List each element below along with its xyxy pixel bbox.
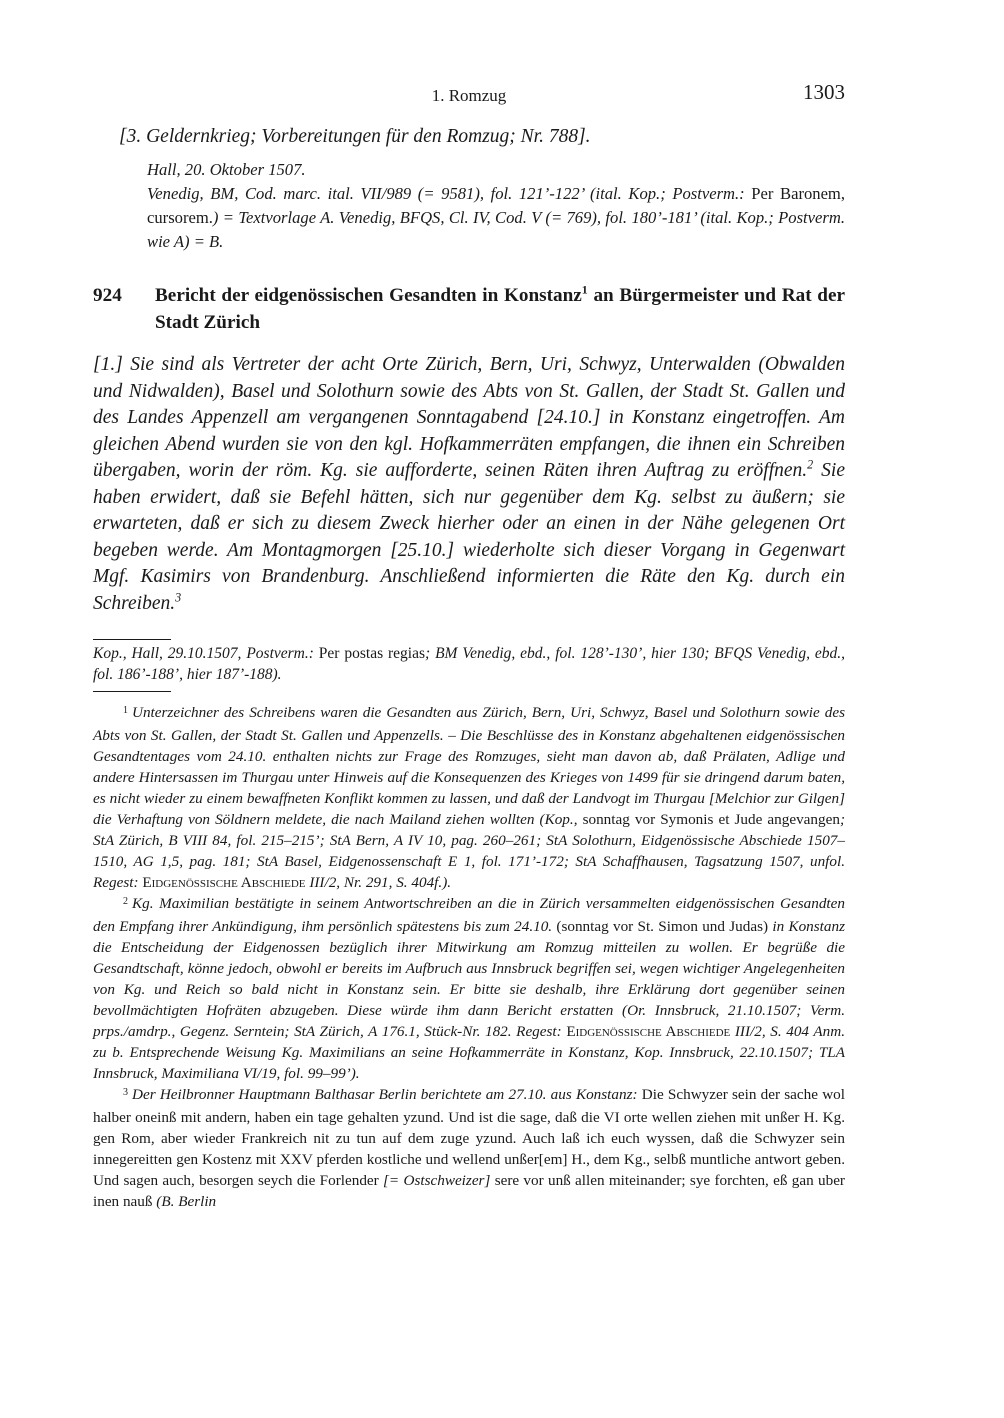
previous-entry — [93, 124, 845, 254]
footnote-text: in Konstanz die Entscheidung der Eidgenossen bezüglich ihrer Mitwirkung am Romzug mitteilen zu wollen. Er begrüße die Gesandtschaft, könne jedoch, obwohl er bereits im Aufbruch aus Innsbruck begriffen sei, wegen wichtiger Angelegenheiten von Kg. und Reich so bald nicht in Konstanz sein. Er bitte sie deshalb, ihre Erklärung dort gegenüber seinen bevollmächtigten Hofräten abzugeben. Diese würde ihm dann Bericht erstatten (Or. Innsbruck, 21.10.1507; Verm. prps./amdrp., Gegenz. Serntein; StA Zürich, A 176.1, Stück-Nr. 182. Regest: — [93, 918, 845, 1040]
footnote-quote: sere vor unß allen miteinander; sye forchten, eß gan uber inen nauß — [93, 1172, 845, 1210]
document-page — [93, 80, 845, 1212]
divider — [93, 639, 171, 640]
footnote-number: 2 — [123, 896, 128, 907]
document-heading — [93, 282, 845, 336]
source-reference — [147, 182, 845, 254]
body-text-2: Sie haben erwidert, daß sie Befehl hätten, sich nur gegenüber dem Kg. selbst zu äußern; sie erwarteten, daß er sich zu diesem Zweck hierher oder an einen in der Nähe gelegenen Ort begeben werde. Am Montagmorgen [25.10.] wiederholte sich dieser Vorgang in Gegenwart Mgf. Kasimirs von Brandenburg. Anschließend informierten die Räte den Kg. durch ein Schreiben. — [93, 460, 845, 614]
footnote-quote: Die Schwyzer sein der sache wol halber oneinß mit andern, haben ein tage gehalten yzund. Und ist die sage, daß die VI orte wellen ziehen mit unßer H. Kg. gen Rom, aber wieder Frankreich nit zu tun auf dem zuge yzund. Auch laß ich euch wyssen, daß die Schwyzer sein innegereitten gen Kostenz mit XXV pferden kostliche und wellend unßer[em] H., dem Kg., selbß muntliche antwort geben. Und sagen auch, besorgen seych die Forlender — [93, 1086, 845, 1189]
footnote-ref-1: 1 — [581, 282, 588, 297]
source-note — [93, 643, 845, 685]
footnote-text: III/2, S. 404 Anm. zu b. Entsprechende Weisung Kg. Maximilians an seine Hofkammerräte in Konstanz, Kop. Innsbruck, 22.10.1507; TLA Innsbruck, Maximiliana VI/19, fol. 99–99’). — [93, 1023, 845, 1082]
footnote-number: 3 — [123, 1087, 128, 1098]
document-title-text-2: an Bürgermeister und Rat der Stadt Zürich — [155, 285, 845, 333]
footnote-text: III/2, Nr. 291, S. 404f.). — [305, 874, 452, 891]
document-title-text: Bericht der eidgenössischen Gesandten in Konstanz — [155, 285, 582, 306]
footnote-smallcaps: Eidgenössische Abschiede — [142, 874, 306, 891]
page-header — [93, 80, 845, 110]
body-text-1: [1.] Sie sind als Vertreter der acht Orte Zürich, Bern, Uri, Schwyz, Unterwalden (Obwalden und Nidwalden), Basel und Solothurn sowie des Abts von St. Gallen, der Stadt St. Gallen und des Landes Appenzell am vergangenen Sonntagabend [24.10.] in Konstanz eingetroffen. Am gleichen Abend wurden sie von den kgl. Hofkammerräten empfangen, die ihnen ein Schreiben übergaben, worin der röm. Kg. sie aufforderte, seinen Räten ihren Auftrag zu eröffnen. — [93, 354, 845, 481]
date-place: Hall, 20. Oktober 1507. — [147, 160, 306, 179]
source-b: ) = Textvorlage A. Venedig, BFQS, Cl. IV, Cod. V (= 769), fol. 180’-181’ (ital. Kop.; Postverm. wie A) = B. — [147, 208, 845, 251]
footnote-2 — [93, 893, 845, 1084]
footnotes — [93, 702, 845, 1212]
footnote-smallcaps: Eidgenössische Abschiede — [566, 1023, 731, 1040]
footnote-3 — [93, 1084, 845, 1212]
source-note-3: ; BM Venedig, ebd., fol. 128’-130’, hier 130; BFQS Venedig, ebd., fol. 186’-188’, hier 187’-188). — [93, 645, 845, 683]
source-note-2: Per postas regias — [313, 645, 426, 662]
running-title: 1. Romzug — [431, 86, 507, 105]
page-number: 1303 — [803, 80, 845, 104]
footnote-text: [= Ostschweizer] — [383, 1172, 491, 1189]
divider — [93, 691, 171, 692]
footnote-text: Kg. Maximilian bestätigte in seinem Antwortschreiben an die in Zürich versammelten eidgenössischen Gesandten den Empfang ihrer Ankündigung, ihm persönlich spätestens bis zum 24.10. — [93, 895, 845, 935]
footnote-text: Unterzeichner des Schreibens waren die Gesandten aus Zürich, Bern, Uri, Schwyz, Basel und Solothurn sowie des Abts von St. Gallen, der Stadt St. Gallen und Appenzells. – Die Beschlüsse des in Konstanz abgehaltenen eidgenössischen Gesandtentages vom 24.10. enthalten nichts zur Frage des Romzuges, sieht man davon ab, daß Prälaten, Adlige und andere Hintersassen im Thurgau unter Hinweis auf die Konsequenzen des Krieges von 1499 für sie dringend darum baten, es nicht wieder zu einem bewaffneten Konflikt kommen zu lassen, und daß der Landvogt im Thurgau [Melchior zur Gilgen] die Verhaftung von Söldnern meldete, die nach Mailand ziehen wollten (Kop., — [93, 704, 845, 828]
document-number: 924 — [93, 285, 122, 306]
postal-address: Per Baronem, cursorem. — [147, 184, 845, 227]
footnote-quote: sonntag vor Symonis et Jude angevangen — [577, 811, 840, 828]
footnote-ref-2: 2 — [807, 457, 814, 472]
footnote-number: 1 — [123, 705, 128, 716]
footnote-text: Der Heilbronner Hauptmann Balthasar Berlin berichtete am 27.10. aus Konstanz: — [132, 1086, 638, 1103]
source-note-1: Kop., Hall, 29.10.1507, Postverm.: — [93, 645, 314, 662]
footnote-quote: (sonntag vor St. Simon und Judas) — [552, 918, 773, 935]
previous-entry-title: [3. Geldernkrieg; Vorbereitungen für den Romzug; Nr. 788]. — [119, 126, 591, 147]
footnote-1 — [93, 702, 845, 893]
footnote-ref-3: 3 — [175, 590, 182, 604]
footnote-text: ; StA Zürich, B VIII 84, fol. 215–215’; StA Bern, A IV 10, pag. 260–261; StA Solothurn, Eidgenössische Abschiede 1507–1510, AG 1,5, pag. 181; StA Basel, Eidgenossenschaft E 1, fol. 171’-172; StA Schaffhausen, Tagsatzung 1507, unfol. Regest: — [93, 811, 845, 891]
document-title — [155, 282, 845, 336]
source-a: Venedig, BM, Cod. marc. ital. VII/989 (= 9581), fol. 121’-122’ (ital. Kop.; Postverm.: — [147, 184, 745, 203]
document-body — [93, 352, 845, 617]
footnote-text: (B. Berlin — [156, 1193, 217, 1210]
previous-entry-meta — [93, 158, 845, 254]
